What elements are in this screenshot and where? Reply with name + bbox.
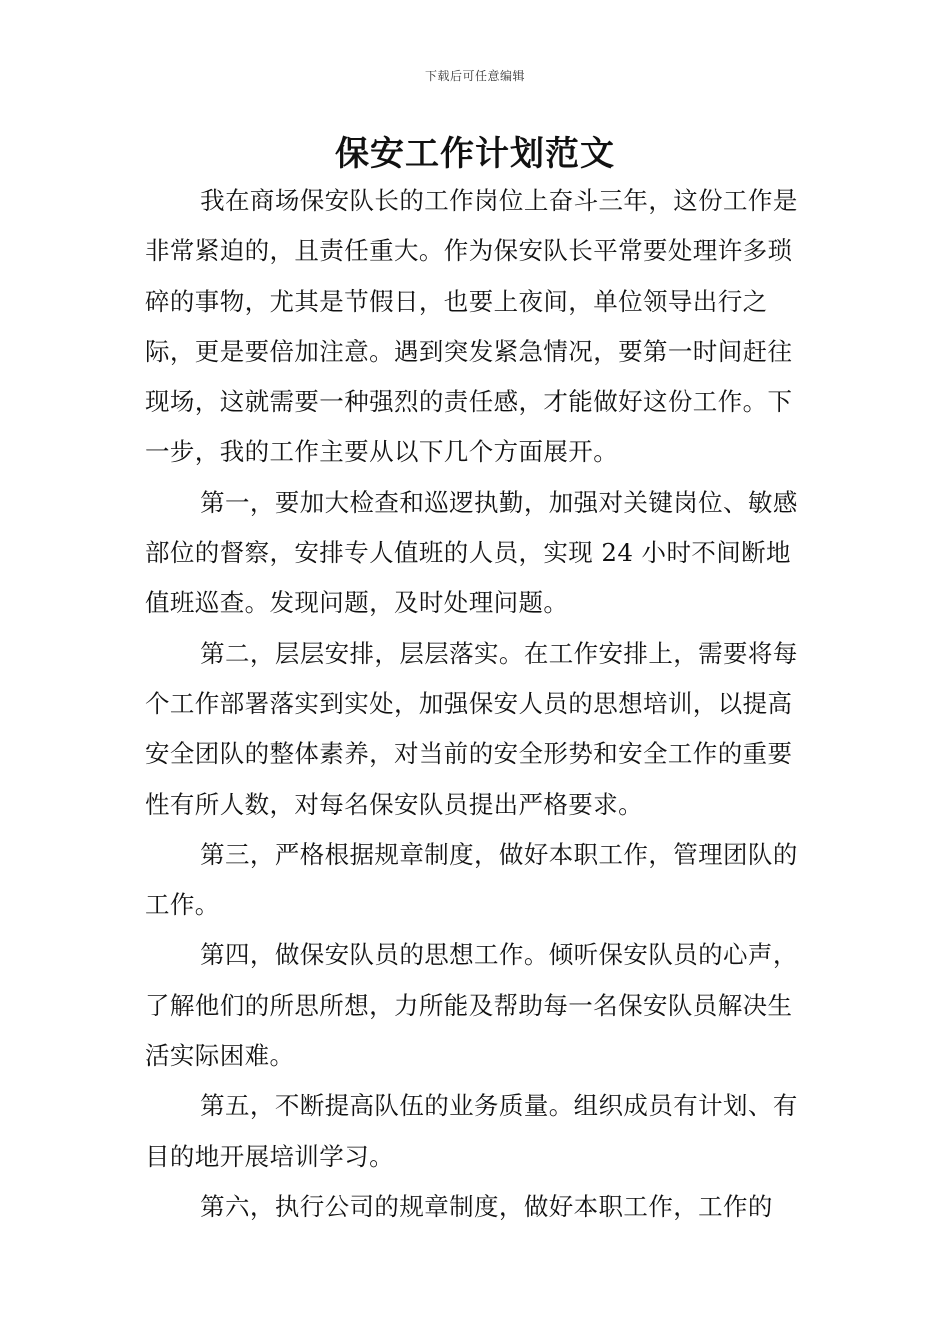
paragraph-second: 第二，层层安排，层层落实。在工作安排上，需要将每个工作部署落实到实处，加强保安人员的思想培训，以提高安全团队的整体素养，对当前的安全形势和安全工作的重要性有所人数，对每名保安队员提出严格要求。 [145, 638, 798, 819]
paragraph-fifth: 第五，不断提高队伍的业务质量。组织成员有计划、有目的地开展培训学习。 [145, 1091, 798, 1171]
document-title: 保安工作计划范文 [335, 134, 615, 174]
paragraph-third: 第三，严格根据规章制度，做好本职工作，管理团队的工作。 [145, 839, 798, 920]
paragraph-intro: 我在商场保安队长的工作岗位上奋斗三年，这份工作是非常紧迫的，且责任重大。作为保安队长平常要处理许多琐碎的事物，尤其是节假日，也要上夜间，单位领导出行之际，更是要倍加注意。遇到突发紧急情况，要第一时间赶往现场，这就需要一种强烈的责任感，才能做好这份工作。下一步，我的工作主要从以下几个方面展开。 [145, 186, 798, 467]
paragraph-sixth: 第六，执行公司的规章制度，做好本职工作，工作的 [200, 1191, 773, 1221]
paragraph-fourth: 第四，做保安队员的思想工作。倾听保安队员的心声，了解他们的所思所想，力所能及帮助每一名保安队员解决生活实际困难。 [145, 940, 798, 1071]
paragraph-first: 第一，要加大检查和巡逻执勤，加强对关键岗位、敏感部位的督察，安排专人值班的人员，实现 24 小时不间断地值班巡查。发现问题，及时处理问题。 [145, 487, 798, 618]
header-note: 下载后可任意编辑 [424, 69, 525, 83]
document-body [145, 176, 810, 1232]
